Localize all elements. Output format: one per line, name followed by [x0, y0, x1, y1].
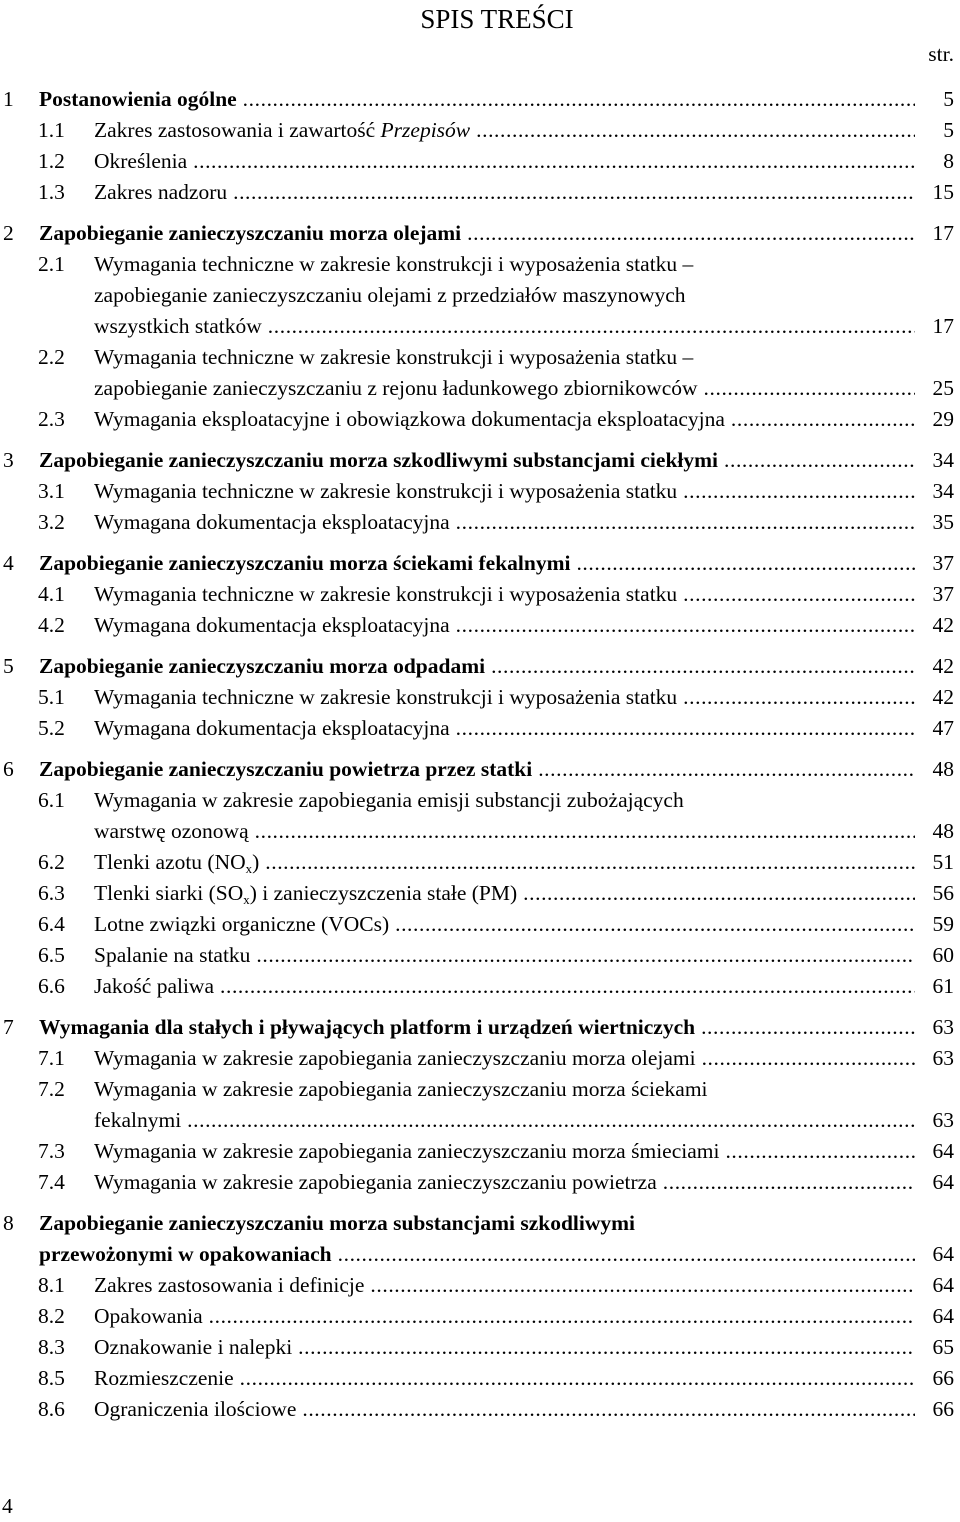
toc-entry-page: 64 — [929, 1270, 955, 1301]
toc-entry[interactable] — [0, 507, 960, 538]
toc-entry[interactable] — [0, 249, 960, 280]
toc-entry[interactable] — [0, 1394, 960, 1425]
toc-entry-number: 1.1 — [38, 118, 65, 142]
toc-entry-number: 6 — [3, 757, 14, 781]
toc-entry-page: 17 — [929, 311, 955, 342]
toc-entry-title: Zapobieganie zanieczyszczaniu morza szkodliwymi substancjami ciekłymi ..... — [39, 445, 915, 476]
toc-entry-page: 15 — [929, 177, 955, 208]
toc-entry-title: Wymagania techniczne w zakresie konstrukcji i wyposażenia statku – — [94, 252, 694, 276]
footer-page-number: 4 — [2, 1494, 13, 1518]
toc-entry-page: 61 — [929, 971, 955, 1002]
toc-entry-title: Spalanie na statku ..... — [94, 940, 915, 971]
table-of-contents — [0, 84, 960, 1425]
toc-entry-number: 2.2 — [38, 345, 65, 369]
toc-entry-title: Wymagana dokumentacja eksploatacyjna ..... — [94, 610, 915, 641]
toc-entry-number: 3.1 — [38, 479, 65, 503]
toc-entry-title: Opakowania ..... — [94, 1301, 915, 1332]
toc-entry-page: 37 — [929, 548, 955, 579]
toc-entry-title: Wymagania techniczne w zakresie konstrukcji i wyposażenia statku ..... — [94, 579, 915, 610]
toc-entry[interactable] — [0, 373, 960, 404]
toc-entry-title: Wymagania eksploatacyjne i obowiązkowa dokumentacja eksploatacyjna ..... — [94, 404, 915, 435]
toc-entry-number: 4 — [3, 551, 14, 575]
toc-entry-title: Zakres zastosowania i zawartość Przepisów ..... — [94, 115, 915, 146]
toc-entry-number: 4.2 — [38, 613, 65, 637]
toc-entry-title: Oznakowanie i nalepki ..... — [94, 1332, 915, 1363]
toc-entry[interactable] — [0, 342, 960, 373]
toc-entry[interactable] — [0, 651, 960, 682]
toc-entry-number: 7.4 — [38, 1170, 65, 1194]
toc-entry-title: Określenia ..... — [94, 146, 915, 177]
toc-entry-page: 63 — [929, 1105, 955, 1136]
toc-entry[interactable] — [0, 218, 960, 249]
toc-entry-number: 8.3 — [38, 1335, 65, 1359]
toc-entry[interactable] — [0, 311, 960, 342]
toc-entry-number: 2.1 — [38, 252, 65, 276]
toc-entry-number: 8.1 — [38, 1273, 65, 1297]
toc-entry-title: Wymagania w zakresie zapobiegania zanieczyszczaniu morza ściekami — [94, 1077, 708, 1101]
toc-entry-number: 6.2 — [38, 850, 65, 874]
toc-entry[interactable] — [0, 280, 960, 311]
toc-entry-title: Postanowienia ogólne ..... — [39, 84, 915, 115]
toc-entry-number: 8.2 — [38, 1304, 65, 1328]
toc-entry-title: Zapobieganie zanieczyszczaniu morza olejami ..... — [39, 218, 915, 249]
toc-entry[interactable] — [0, 115, 960, 146]
toc-entry-title: zapobieganie zanieczyszczaniu z rejonu ładunkowego zbiornikowców ..... — [94, 373, 915, 404]
toc-entry[interactable] — [0, 1363, 960, 1394]
toc-entry-title: Zapobieganie zanieczyszczaniu powietrza przez statki ..... — [39, 754, 915, 785]
toc-entry-title: Zapobieganie zanieczyszczaniu morza substancjami szkodliwymi — [39, 1211, 636, 1235]
toc-entry-title: wszystkich statków ..... — [94, 311, 915, 342]
toc-entry-title: Wymagania w zakresie zapobiegania zanieczyszczaniu morza olejami ..... — [94, 1043, 915, 1074]
toc-entry-page: 17 — [929, 218, 955, 249]
toc-entry[interactable] — [0, 1105, 960, 1136]
toc-entry-page: 8 — [939, 146, 954, 177]
toc-entry-title: Lotne związki organiczne (VOCs) ..... — [94, 909, 915, 940]
toc-entry-page: 60 — [929, 940, 955, 971]
toc-entry[interactable] — [0, 1208, 960, 1239]
toc-entry-page: 42 — [929, 610, 955, 641]
toc-entry-page: 25 — [929, 373, 955, 404]
toc-entry-page: 65 — [929, 1332, 955, 1363]
toc-entry-page: 56 — [929, 878, 955, 909]
toc-entry-title: Wymagania techniczne w zakresie konstrukcji i wyposażenia statku – — [94, 345, 694, 369]
toc-entry-number: 6.6 — [38, 974, 65, 998]
toc-entry[interactable] — [0, 1239, 960, 1270]
toc-entry[interactable] — [0, 1167, 960, 1198]
toc-entry[interactable] — [0, 816, 960, 847]
toc-entry-number: 5.2 — [38, 716, 65, 740]
toc-entry[interactable] — [0, 1074, 960, 1105]
toc-entry-number: 4.1 — [38, 582, 65, 606]
toc-entry[interactable] — [0, 1301, 960, 1332]
toc-entry-title: zapobieganie zanieczyszczaniu olejami z przedziałów maszynowych — [94, 283, 686, 307]
toc-entry-title: Zakres nadzoru ..... — [94, 177, 915, 208]
toc-entry-number: 7 — [3, 1015, 14, 1039]
toc-entry-page: 64 — [929, 1239, 955, 1270]
toc-entry-number: 5 — [3, 654, 14, 678]
toc-entry[interactable] — [0, 1043, 960, 1074]
toc-entry-page: 5 — [939, 115, 954, 146]
toc-entry-title: fekalnymi ..... — [94, 1105, 915, 1136]
page-title: SPIS TREŚCI — [420, 4, 574, 34]
toc-entry-number: 2 — [3, 221, 14, 245]
toc-entry-title: Wymagania w zakresie zapobiegania zanieczyszczaniu morza śmieciami ..... — [94, 1136, 915, 1167]
toc-entry-page: 64 — [929, 1136, 955, 1167]
toc-entry-number: 8 — [3, 1211, 14, 1235]
toc-entry[interactable] — [0, 971, 960, 1002]
toc-entry-title: Wymagania w zakresie zapobiegania zanieczyszczaniu powietrza ..... — [94, 1167, 915, 1198]
toc-entry[interactable] — [0, 713, 960, 744]
toc-entry-page: 29 — [929, 404, 955, 435]
toc-entry-number: 1 — [3, 87, 14, 111]
toc-entry[interactable] — [0, 878, 960, 909]
toc-entry[interactable] — [0, 177, 960, 208]
toc-entry-page: 34 — [929, 476, 955, 507]
toc-entry[interactable] — [0, 579, 960, 610]
toc-entry-page: 66 — [929, 1363, 955, 1394]
toc-entry-page: 34 — [929, 445, 955, 476]
page-column-label: str. — [928, 42, 954, 66]
toc-entry-title: Rozmieszczenie ..... — [94, 1363, 915, 1394]
toc-entry-title: Zakres zastosowania i definicje ..... — [94, 1270, 915, 1301]
toc-entry-number: 7.1 — [38, 1046, 65, 1070]
toc-entry-number: 6.4 — [38, 912, 65, 936]
toc-entry[interactable] — [0, 909, 960, 940]
toc-entry-page: 48 — [929, 754, 955, 785]
toc-entry-title: przewożonymi w opakowaniach ..... — [39, 1239, 915, 1270]
toc-entry-page: 59 — [929, 909, 955, 940]
toc-entry-number: 6.3 — [38, 881, 65, 905]
toc-entry-number: 8.5 — [38, 1366, 65, 1390]
toc-entry[interactable] — [0, 610, 960, 641]
toc-entry-title: Zapobieganie zanieczyszczaniu morza odpadami ..... — [39, 651, 915, 682]
toc-entry[interactable] — [0, 404, 960, 435]
toc-entry-title: Wymagania techniczne w zakresie konstrukcji i wyposażenia statku ..... — [94, 682, 915, 713]
toc-entry-page: 63 — [929, 1043, 955, 1074]
toc-entry[interactable] — [0, 940, 960, 971]
toc-entry-title: Wymagana dokumentacja eksploatacyjna ..... — [94, 507, 915, 538]
toc-entry-number: 6.5 — [38, 943, 65, 967]
toc-entry[interactable] — [0, 754, 960, 785]
toc-entry[interactable] — [0, 84, 960, 115]
toc-entry[interactable] — [0, 1136, 960, 1167]
toc-entry[interactable] — [0, 476, 960, 507]
toc-entry-number: 3 — [3, 448, 14, 472]
toc-entry-title: Jakość paliwa ..... — [94, 971, 915, 1002]
toc-entry-page: 64 — [929, 1301, 955, 1332]
toc-entry-page: 5 — [939, 84, 954, 115]
toc-entry-page: 47 — [929, 713, 955, 744]
toc-entry-number: 5.1 — [38, 685, 65, 709]
toc-entry-page: 63 — [929, 1012, 955, 1043]
toc-entry[interactable] — [0, 1012, 960, 1043]
toc-entry-number: 6.1 — [38, 788, 65, 812]
toc-entry-page: 48 — [929, 816, 955, 847]
toc-entry-number: 1.3 — [38, 180, 65, 204]
toc-entry[interactable] — [0, 785, 960, 816]
toc-entry-page: 64 — [929, 1167, 955, 1198]
toc-entry-title: Wymagania techniczne w zakresie konstrukcji i wyposażenia statku ..... — [94, 476, 915, 507]
toc-entry-title: Wymagana dokumentacja eksploatacyjna ..... — [94, 713, 915, 744]
toc-entry[interactable] — [0, 1270, 960, 1301]
toc-entry-page: 42 — [929, 682, 955, 713]
toc-entry-title: Wymagania w zakresie zapobiegania emisji substancji zubożających — [94, 788, 684, 812]
toc-entry[interactable] — [0, 146, 960, 177]
toc-entry-page: 51 — [929, 847, 955, 878]
toc-entry[interactable] — [0, 682, 960, 713]
toc-entry-number: 2.3 — [38, 407, 65, 431]
toc-entry-title: Ograniczenia ilościowe ..... — [94, 1394, 915, 1425]
toc-entry-title: warstwę ozonową ..... — [94, 816, 915, 847]
toc-entry-number: 7.3 — [38, 1139, 65, 1163]
toc-entry-title: Tlenki siarki $(SO_x)$ i zanieczyszczenia stałe (PM) ..... — [94, 878, 915, 909]
toc-entry-number: 7.2 — [38, 1077, 65, 1101]
toc-entry[interactable] — [0, 445, 960, 476]
toc-entry-number: 3.2 — [38, 510, 65, 534]
toc-entry[interactable] — [0, 1332, 960, 1363]
toc-entry-number: 8.6 — [38, 1397, 65, 1421]
toc-entry-page: 42 — [929, 651, 955, 682]
toc-entry-title: Zapobieganie zanieczyszczaniu morza ściekami fekalnymi ..... — [39, 548, 915, 579]
toc-entry-title: Wymagania dla stałych i pływających platform i urządzeń wiertniczych ..... — [39, 1012, 915, 1043]
toc-entry-page: 35 — [929, 507, 955, 538]
toc-entry-page: 37 — [929, 579, 955, 610]
toc-entry-page: 66 — [929, 1394, 955, 1425]
toc-entry-title: Tlenki azotu $(NO_x)$ ..... — [94, 847, 915, 878]
toc-entry-number: 1.2 — [38, 149, 65, 173]
toc-entry[interactable] — [0, 847, 960, 878]
toc-entry[interactable] — [0, 548, 960, 579]
